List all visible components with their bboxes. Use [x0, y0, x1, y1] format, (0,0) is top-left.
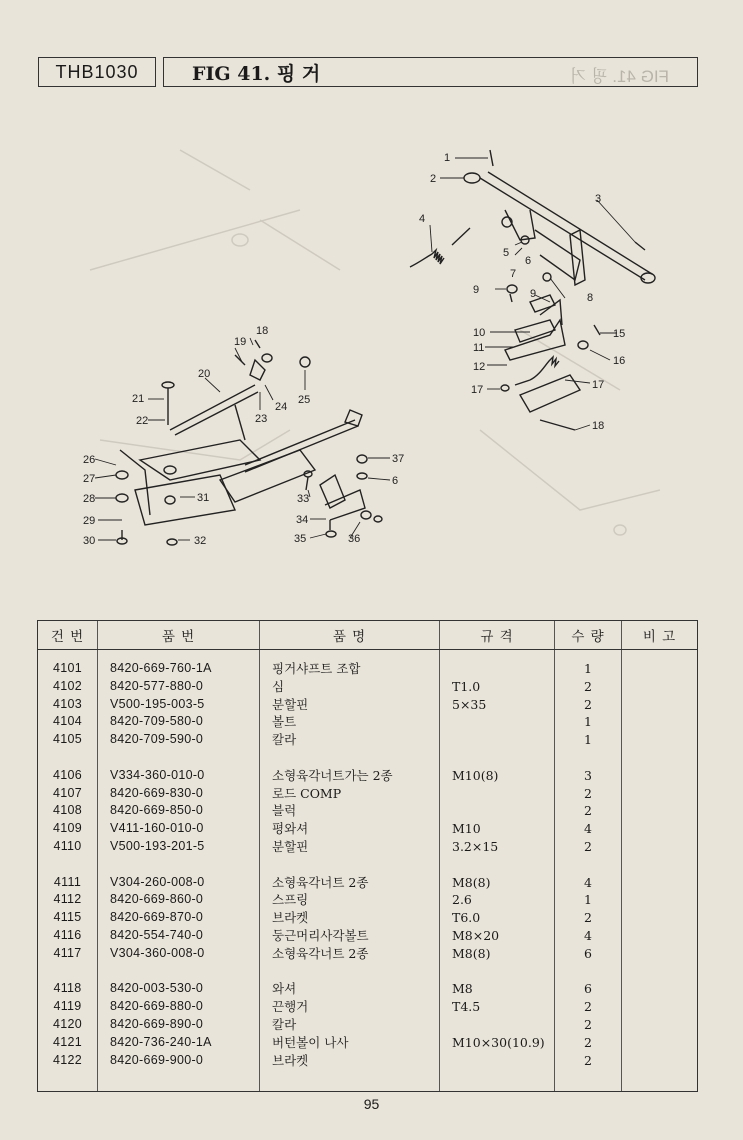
cell-part-name: 스프링 [260, 891, 440, 909]
cell-item-no: 4116 [38, 927, 98, 945]
spacer-cell [440, 856, 555, 874]
spacer-cell [440, 749, 555, 767]
cell-part-no: 8420-554-740-0 [98, 927, 260, 945]
callout-9a: 18 [256, 325, 269, 337]
cell-remarks [622, 1016, 698, 1034]
cell-item-no: 4112 [38, 891, 98, 909]
cell-remarks [622, 1034, 698, 1052]
cell-remarks [622, 678, 698, 696]
cell-part-name: 로드 COMP [260, 785, 440, 803]
callout-4: 5 [503, 247, 510, 259]
cell-spec: T1.0 [440, 678, 555, 696]
cell-part-name: 끈행거 [260, 998, 440, 1016]
spacer-cell [98, 963, 260, 981]
spacer-cell [38, 856, 98, 874]
spacer-cell [38, 650, 98, 661]
callout-10: 19 [234, 336, 247, 348]
table-row [38, 731, 698, 749]
callout-36: 35 [294, 533, 307, 545]
cell-item-no: 4101 [38, 660, 98, 678]
callout-17a: 27 [83, 473, 96, 485]
spacer-cell [622, 749, 698, 767]
spacer-cell [260, 856, 440, 874]
cell-item-no: 4105 [38, 731, 98, 749]
cell-part-no: 8420-709-580-0 [98, 713, 260, 731]
spacer-cell [622, 1069, 698, 1092]
cell-part-name: 브라켓 [260, 909, 440, 927]
cell-part-no: 8420-669-760-1A [98, 660, 260, 678]
cell-part-name: 브라켓 [260, 1052, 440, 1070]
parts-table-body [38, 650, 698, 1092]
table-row [38, 980, 698, 998]
cell-item-no: 4107 [38, 785, 98, 803]
cell-qty: 6 [555, 980, 622, 998]
col-header-part-no: 품 번 [98, 621, 260, 650]
callout-33: 18 [592, 420, 605, 432]
callout-16: 30 [83, 535, 96, 547]
callout-24: 36 [348, 533, 361, 545]
table-row [38, 1034, 698, 1052]
callout-7: 20 [198, 368, 211, 380]
cell-item-no: 4122 [38, 1052, 98, 1070]
callout-5: 6 [525, 255, 532, 267]
callout-30: 9 [530, 288, 537, 300]
callout-11: 23 [255, 413, 268, 425]
callout-27: 10 [473, 327, 486, 339]
callout-22: 29 [83, 515, 96, 527]
spacer-cell [260, 749, 440, 767]
table-row [38, 874, 698, 892]
table-spacer-row [38, 856, 698, 874]
cell-item-no: 4117 [38, 945, 98, 963]
cell-spec [440, 802, 555, 820]
spacer-cell [98, 749, 260, 767]
cell-item-no: 4109 [38, 820, 98, 838]
callout-35: 7 [510, 268, 517, 280]
cell-qty: 2 [555, 802, 622, 820]
spacer-cell [555, 1069, 622, 1092]
callout-3: 1 [444, 152, 451, 164]
page-number: 95 [363, 1096, 380, 1112]
cell-part-no: V304-260-008-0 [98, 874, 260, 892]
cell-spec: M8(8) [440, 945, 555, 963]
cell-spec: M8×20 [440, 927, 555, 945]
cell-remarks [622, 731, 698, 749]
cell-part-name: 와셔 [260, 980, 440, 998]
callout-25: 12 [473, 361, 486, 373]
cell-qty: 3 [555, 767, 622, 785]
cell-item-no: 4111 [38, 874, 98, 892]
cell-spec [440, 1016, 555, 1034]
cell-item-no: 4106 [38, 767, 98, 785]
right-bracket-assembly [501, 285, 600, 430]
spacer-cell [260, 963, 440, 981]
table-spacer-row [38, 1069, 698, 1092]
table-row [38, 678, 698, 696]
cell-part-name: 칼라 [260, 1016, 440, 1034]
cell-part-no: 8420-669-870-0 [98, 909, 260, 927]
cell-qty: 2 [555, 998, 622, 1016]
cell-qty: 1 [555, 731, 622, 749]
table-spacer-row [38, 650, 698, 661]
cell-part-name: 블럭 [260, 802, 440, 820]
spacer-cell [555, 749, 622, 767]
figure-title-box [163, 57, 698, 87]
cell-item-no: 4120 [38, 1016, 98, 1034]
model-code-box [38, 57, 156, 87]
cell-qty: 1 [555, 713, 622, 731]
table-row [38, 1016, 698, 1034]
table-row [38, 802, 698, 820]
callout-1: 3 [595, 193, 602, 205]
table-row [38, 1052, 698, 1070]
cell-item-no: 4121 [38, 1034, 98, 1052]
callout-18a: 28 [83, 493, 96, 505]
callout-labels [83, 152, 625, 547]
cell-part-name: 버턴볼이 나사 [260, 1034, 440, 1052]
cell-item-no: 4115 [38, 909, 98, 927]
callout-26: 11 [473, 342, 485, 354]
spacer-cell [38, 963, 98, 981]
col-header-remarks: 비 고 [622, 621, 698, 650]
spacer-cell [440, 650, 555, 661]
cell-part-no: V334-360-010-0 [98, 767, 260, 785]
col-header-item-no: 건 번 [38, 621, 98, 650]
cell-part-no: V411-160-010-0 [98, 820, 260, 838]
cell-part-no: 8420-669-850-0 [98, 802, 260, 820]
cell-remarks [622, 909, 698, 927]
table-header-row [38, 621, 698, 650]
cell-remarks [622, 891, 698, 909]
cell-part-no: 8420-003-530-0 [98, 980, 260, 998]
cell-part-name: 볼트 [260, 713, 440, 731]
spacer-cell [98, 856, 260, 874]
spacer-cell [98, 1069, 260, 1092]
cell-spec: 2.6 [440, 891, 555, 909]
cell-part-name: 분할핀 [260, 838, 440, 856]
table-row [38, 838, 698, 856]
col-header-part-name: 품 명 [260, 621, 440, 650]
cell-spec: M10×30(10.9) [440, 1034, 555, 1052]
cell-item-no: 4118 [38, 980, 98, 998]
cell-part-name: 핑거샤프트 조합 [260, 660, 440, 678]
cell-part-name: 소형육각너트 2종 [260, 945, 440, 963]
bleed-through-drawing [90, 150, 660, 535]
callout-34: 17 [471, 384, 484, 396]
spacer-cell [555, 856, 622, 874]
callout-32: 15 [613, 328, 626, 340]
cell-part-name: 소형육각너트 2종 [260, 874, 440, 892]
callout-23: 33 [297, 493, 310, 505]
cell-part-no: 8420-669-830-0 [98, 785, 260, 803]
col-header-qty: 수 량 [555, 621, 622, 650]
cell-spec [440, 785, 555, 803]
cell-part-name: 칼라 [260, 731, 440, 749]
spacer-cell [260, 1069, 440, 1092]
spacer-cell [440, 1069, 555, 1092]
cell-spec: 3.2×15 [440, 838, 555, 856]
cell-part-name: 심 [260, 678, 440, 696]
bleed-through-title: FIG 41. 핑 거 [570, 67, 669, 86]
cell-remarks [622, 785, 698, 803]
table-row [38, 891, 698, 909]
cell-spec: T6.0 [440, 909, 555, 927]
callout-21: 21 [132, 393, 145, 405]
spacer-cell [622, 650, 698, 661]
cell-part-no: 8420-577-880-0 [98, 678, 260, 696]
cell-remarks [622, 838, 698, 856]
col-header-spec: 규 격 [440, 621, 555, 650]
cell-spec: M10 [440, 820, 555, 838]
callout-6a: 8 [587, 292, 594, 304]
cell-qty: 2 [555, 838, 622, 856]
table-row [38, 927, 698, 945]
table-row [38, 696, 698, 714]
cell-remarks [622, 980, 698, 998]
cell-spec [440, 713, 555, 731]
callout-8: 24 [275, 401, 288, 413]
cell-remarks [622, 696, 698, 714]
cell-remarks [622, 945, 698, 963]
callout-19: 26 [83, 454, 96, 466]
cell-qty: 2 [555, 1052, 622, 1070]
callout-17b: 37 [392, 453, 405, 465]
cell-item-no: 4110 [38, 838, 98, 856]
cell-item-no: 4104 [38, 713, 98, 731]
cell-remarks [622, 927, 698, 945]
cell-spec: 5×35 [440, 696, 555, 714]
table-row [38, 820, 698, 838]
callout-31: 16 [613, 355, 626, 367]
cell-remarks [622, 1052, 698, 1070]
cell-remarks [622, 820, 698, 838]
callout-18b: 6 [392, 475, 399, 487]
callout-15: 34 [296, 514, 309, 526]
cell-part-name: 소형육각너트가는 2종 [260, 767, 440, 785]
table-row [38, 945, 698, 963]
callout-6b: 32 [194, 535, 207, 547]
cell-item-no: 4102 [38, 678, 98, 696]
spacer-cell [555, 963, 622, 981]
callout-20: 31 [197, 492, 210, 504]
cell-spec: M8(8) [440, 874, 555, 892]
cell-qty: 1 [555, 660, 622, 678]
cell-part-no: V500-193-201-5 [98, 838, 260, 856]
cell-remarks [622, 713, 698, 731]
cell-part-no: V500-195-003-5 [98, 696, 260, 714]
cell-part-no: 8420-669-900-0 [98, 1052, 260, 1070]
cell-part-name: 평와셔 [260, 820, 440, 838]
cell-part-no: 8420-709-590-0 [98, 731, 260, 749]
figure-title: FIG 41. 핑 거 [192, 62, 321, 85]
cell-qty: 4 [555, 927, 622, 945]
cell-remarks [622, 874, 698, 892]
callout-2: 2 [430, 173, 437, 185]
table-row [38, 713, 698, 731]
spacer-cell [555, 650, 622, 661]
table-row [38, 909, 698, 927]
cell-qty: 2 [555, 678, 622, 696]
cell-qty: 4 [555, 820, 622, 838]
cell-part-name: 분할핀 [260, 696, 440, 714]
cell-qty: 6 [555, 945, 622, 963]
finger-shaft-assembly [410, 150, 655, 285]
cell-part-no: 8420-669-860-0 [98, 891, 260, 909]
spacer-cell [622, 963, 698, 981]
cell-remarks [622, 660, 698, 678]
callout-28: 9 [473, 284, 480, 296]
table-row [38, 785, 698, 803]
exploded-parts-diagram [60, 130, 700, 590]
cell-qty: 4 [555, 874, 622, 892]
cell-qty: 2 [555, 1034, 622, 1052]
cell-part-no: 8420-669-890-0 [98, 1016, 260, 1034]
cell-spec: M8 [440, 980, 555, 998]
cell-part-no: V304-360-008-0 [98, 945, 260, 963]
parts-list-table [37, 620, 698, 1092]
cell-qty: 2 [555, 1016, 622, 1034]
table-spacer-row [38, 749, 698, 767]
cell-item-no: 4119 [38, 998, 98, 1016]
cell-part-no: 8420-669-880-0 [98, 998, 260, 1016]
cell-remarks [622, 998, 698, 1016]
cell-item-no: 4108 [38, 802, 98, 820]
cell-part-no: 8420-736-240-1A [98, 1034, 260, 1052]
cell-qty: 2 [555, 909, 622, 927]
spacer-cell [98, 650, 260, 661]
cell-item-no: 4103 [38, 696, 98, 714]
cell-spec: M10(8) [440, 767, 555, 785]
spacer-cell [622, 856, 698, 874]
cell-part-name: 둥근머리사각볼트 [260, 927, 440, 945]
callout-12: 4 [419, 213, 426, 225]
callout-9b: 22 [136, 415, 149, 427]
spacer-cell [38, 749, 98, 767]
cell-qty: 2 [555, 696, 622, 714]
callout-29: 17 [592, 379, 605, 391]
spacer-cell [38, 1069, 98, 1092]
callout-37: 25 [298, 394, 311, 406]
table-spacer-row [38, 963, 698, 981]
table-row [38, 998, 698, 1016]
left-finger-rod-assembly [116, 340, 310, 545]
table-row [38, 660, 698, 678]
cell-spec [440, 731, 555, 749]
spacer-cell [260, 650, 440, 661]
model-code: THB1030 [55, 61, 139, 82]
cell-qty: 1 [555, 891, 622, 909]
cell-spec [440, 1052, 555, 1070]
cell-spec [440, 660, 555, 678]
cell-remarks [622, 767, 698, 785]
cell-qty: 2 [555, 785, 622, 803]
table-row [38, 767, 698, 785]
cell-spec: T4.5 [440, 998, 555, 1016]
spacer-cell [440, 963, 555, 981]
cell-remarks [622, 802, 698, 820]
